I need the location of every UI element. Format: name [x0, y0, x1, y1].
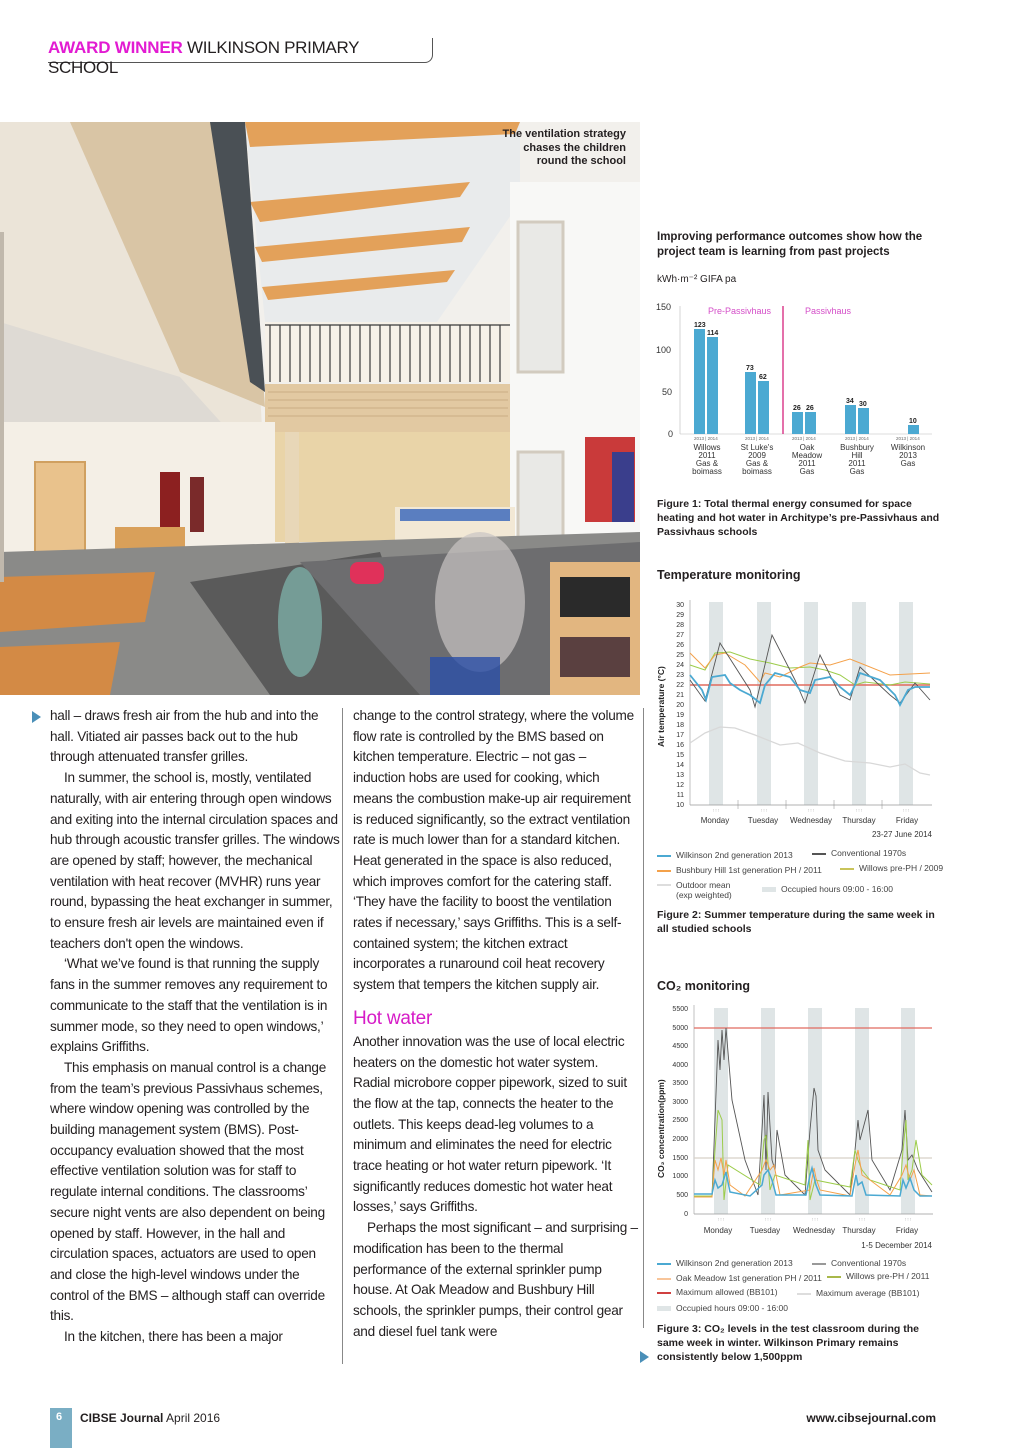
svg-text:22: 22 — [676, 682, 684, 689]
svg-text:13: 13 — [676, 772, 684, 779]
legend-item: Occupied hours 09:00 - 16:00 — [657, 1303, 788, 1313]
figure-2-heading: Temperature monitoring — [657, 568, 801, 582]
svg-text:26: 26 — [676, 642, 684, 649]
svg-text:24: 24 — [676, 662, 684, 669]
svg-text:↑↑↑: ↑↑↑ — [712, 808, 720, 814]
svg-text:Friday: Friday — [895, 816, 919, 825]
legend-item: Wilkinson 2nd generation 2013 — [657, 1258, 793, 1268]
svg-text:↑↑↑: ↑↑↑ — [904, 1217, 912, 1223]
svg-text:2013 | 2014: 2013 | 2014 — [694, 436, 718, 441]
svg-text:boimass: boimass — [742, 467, 772, 476]
svg-text:5500: 5500 — [672, 1006, 688, 1013]
svg-text:1000: 1000 — [672, 1173, 688, 1180]
svg-text:26: 26 — [806, 405, 814, 412]
website-link[interactable]: www.cibsejournal.com — [806, 1411, 936, 1425]
svg-text:↑↑↑: ↑↑↑ — [858, 1217, 866, 1223]
figure-1 — [657, 230, 947, 285]
svg-text:Thursday: Thursday — [842, 816, 876, 825]
svg-text:26: 26 — [793, 405, 801, 412]
paragraph: hall – draws fresh air from the hub and into the hall. Vitiated air passes back out to the hub through attenuated transfer grilles. — [50, 708, 319, 765]
svg-text:Tuesday: Tuesday — [747, 816, 779, 825]
svg-text:2011: 2011 — [798, 459, 816, 468]
svg-text:10: 10 — [676, 802, 684, 809]
legend-item: Oak Meadow 1st generation PH / 2011 — [657, 1273, 822, 1283]
svg-text:30: 30 — [859, 401, 867, 408]
article-column-1 — [50, 706, 340, 1348]
svg-text:4000: 4000 — [672, 1062, 688, 1069]
svg-text:4500: 4500 — [672, 1043, 688, 1050]
svg-text:Oak: Oak — [799, 443, 815, 452]
svg-text:16: 16 — [676, 742, 684, 749]
svg-text:150: 150 — [656, 302, 672, 312]
paragraph: ‘What we’ve found is that running the supply fans in the summer removes any requirement to communicate to the staff that the ventilation is in summer mode, so they need to open windows,’ explains Griffiths. — [50, 956, 328, 1055]
svg-text:73: 73 — [746, 365, 754, 372]
continued-from-arrow-icon — [32, 711, 41, 723]
legend-item: Maximum average (BB101) — [797, 1288, 919, 1298]
svg-text:2011: 2011 — [848, 459, 866, 468]
svg-text:CO₂ concentration(ppm): CO₂ concentration(ppm) — [656, 1079, 666, 1178]
svg-text:20: 20 — [676, 702, 684, 709]
svg-text:Monday: Monday — [700, 816, 730, 825]
svg-text:Meadow: Meadow — [791, 451, 823, 460]
svg-text:30: 30 — [676, 602, 684, 609]
figure-1-caption: Figure 1: Total thermal energy consumed for space heating and hot water in Architype’s pre-Passivhaus and Passivhaus schools — [657, 498, 940, 538]
svg-text:↑↑↑: ↑↑↑ — [807, 808, 815, 814]
svg-text:Friday: Friday — [895, 1226, 919, 1235]
svg-text:Gas: Gas — [799, 467, 815, 476]
svg-text:0: 0 — [668, 429, 674, 439]
header-title: WILKINSON PRIMARY SCHOOL — [48, 38, 359, 77]
column-divider — [643, 708, 644, 1328]
svg-text:1500: 1500 — [672, 1155, 688, 1162]
figure-1-heading: Improving performance outcomes show how the project team is learning from past projects — [657, 231, 923, 258]
svg-text:↑↑↑: ↑↑↑ — [717, 1217, 725, 1223]
svg-text:Passivhaus: Passivhaus — [805, 306, 852, 316]
issue-date: April 2016 — [166, 1411, 221, 1425]
paragraph: Perhaps the most significant – and surprising – modification has been to the thermal performance of the external sprinkler pump house. At Oak Meadow and Bushbury Hill schools, the sprinkler pumps, their control gear and diesel fuel tank were — [353, 1220, 638, 1339]
svg-text:Gas: Gas — [849, 467, 865, 476]
legend-item: Conventional 1970s — [812, 848, 906, 858]
svg-text:12: 12 — [676, 782, 684, 789]
svg-text:↑↑↑: ↑↑↑ — [855, 808, 863, 814]
paragraph: Another innovation was the use of local electric heaters on the domestic hot water system. Radial microbore copper pipework, sized to suit the flow at the tap, connects the heater to the outlets. This keeps dead-leg volumes to a minimum and eliminates the need for electric trace heating or hot water return pipework. ‘It significantly reduces domestic hot water heat losses,’ says Griffiths. — [353, 1033, 627, 1215]
svg-text:Bushbury: Bushbury — [840, 443, 874, 452]
article-column-2 — [353, 706, 638, 1342]
figure-2-legend — [657, 850, 947, 900]
svg-text:0: 0 — [684, 1211, 688, 1218]
svg-text:14: 14 — [676, 762, 684, 769]
svg-text:100: 100 — [656, 345, 672, 355]
svg-text:↑↑↑: ↑↑↑ — [760, 808, 768, 814]
legend-item: Wilkinson 2nd generation 2013 — [657, 850, 793, 860]
svg-text:29: 29 — [676, 612, 684, 619]
svg-text:2009: 2009 — [748, 451, 766, 460]
svg-text:500: 500 — [676, 1192, 688, 1199]
column-divider — [342, 708, 343, 1364]
svg-text:Willows: Willows — [693, 443, 721, 452]
svg-text:Wilkinson: Wilkinson — [890, 443, 926, 452]
figure-1-bar-chart — [650, 298, 940, 483]
publication-info — [80, 1411, 220, 1425]
header-kicker: AWARD WINNER — [48, 38, 183, 57]
svg-text:62: 62 — [759, 374, 767, 381]
svg-text:Thursday: Thursday — [842, 1226, 876, 1235]
legend-item: Bushbury Hill 1st generation PH / 2011 — [657, 865, 822, 875]
svg-text:10: 10 — [909, 418, 917, 425]
svg-text:2500: 2500 — [672, 1117, 688, 1124]
svg-text:21: 21 — [676, 692, 684, 699]
legend-item: Conventional 1970s — [812, 1258, 906, 1268]
hero-photo — [0, 122, 640, 695]
svg-text:11: 11 — [676, 792, 684, 799]
figure-2-line-chart — [650, 595, 940, 840]
figure-3-heading: CO₂ monitoring — [657, 979, 751, 993]
svg-text:Hill: Hill — [851, 451, 863, 460]
svg-text:2013 | 2014: 2013 | 2014 — [745, 436, 769, 441]
school-interior-illustration — [0, 122, 640, 695]
figure-1-unit: kWh·m⁻² GIFA pa — [657, 274, 737, 285]
svg-text:25: 25 — [676, 652, 684, 659]
figure-3-line-chart — [650, 1000, 940, 1250]
svg-text:3000: 3000 — [672, 1099, 688, 1106]
paragraph: In the kitchen, there has been a major — [64, 1329, 283, 1345]
publication-name: CIBSE Journal — [80, 1411, 164, 1425]
svg-text:123: 123 — [694, 322, 706, 329]
paragraph: change to the control strategy, where the volume flow rate is controlled by the BMS based on kitchen temperature. Electric – not gas – induction hobs are used for cooking, which means the combustion make-up air requirement is reduced significantly, so the extract ventilation rate is much lower than for a standard kitchen. Heat generated in the space is also reduced, which improves comfort for the catering staff. ‘They have the facility to boost the ventilation rates if necessary,’ says Griffiths. This is a self-contained system; the kitchen extract incorporates a runaround coil heat recovery system that tempers the kitchen supply air. — [353, 708, 634, 993]
svg-text:2000: 2000 — [672, 1136, 688, 1143]
svg-text:23: 23 — [676, 672, 684, 679]
svg-text:↑↑↑: ↑↑↑ — [902, 808, 910, 814]
svg-text:↑↑↑: ↑↑↑ — [764, 1217, 772, 1223]
svg-text:Wednesday: Wednesday — [789, 816, 833, 825]
svg-text:boimass: boimass — [692, 467, 722, 476]
continued-arrow-icon — [640, 1351, 649, 1363]
legend-item: Willows pre-PH / 2011 — [827, 1271, 929, 1281]
svg-text:Pre-Passivhaus: Pre-Passivhaus — [708, 306, 772, 316]
section-heading-hot-water: Hot water — [353, 1007, 433, 1029]
svg-text:34: 34 — [846, 398, 854, 405]
svg-text:2013 | 2014: 2013 | 2014 — [792, 436, 816, 441]
page-number: 6 — [56, 1411, 63, 1423]
svg-text:18: 18 — [676, 722, 684, 729]
legend-item: Occupied hours 09:00 - 16:00 — [762, 884, 893, 894]
paragraph: In summer, the school is, mostly, ventilated naturally, with air entering through open windows and exiting into the internal circulation spaces and hub through acoustic transfer grilles. The windows are opened by staff; however, the mechanical ventilation with heat recover (MVHR) runs year round, bypassing the heat exchanger in summer, to ensure fresh air levels are maintained even if teachers don't open the windows. — [50, 770, 340, 951]
svg-text:Gas: Gas — [900, 459, 916, 468]
svg-text:Gas &: Gas & — [695, 459, 719, 468]
svg-text:↑↑↑: ↑↑↑ — [811, 1217, 819, 1223]
page-header — [48, 38, 433, 77]
svg-text:Tuesday: Tuesday — [749, 1226, 781, 1235]
svg-text:23-27 June 2014: 23-27 June 2014 — [871, 830, 932, 839]
legend-item: Willows pre-PH / 2009 — [840, 863, 943, 873]
svg-text:5000: 5000 — [672, 1025, 688, 1032]
figure-2-caption: Figure 2: Summer temperature during the same week in all studied schools — [657, 909, 935, 935]
figure-3-legend — [657, 1258, 947, 1318]
svg-text:15: 15 — [676, 752, 684, 759]
svg-text:2011: 2011 — [698, 451, 716, 460]
svg-text:19: 19 — [676, 712, 684, 719]
legend-item: Outdoor mean (exp weighted) — [657, 880, 732, 900]
svg-text:Air temperature (°C): Air temperature (°C) — [656, 666, 666, 747]
svg-text:St Luke's: St Luke's — [740, 443, 774, 452]
svg-text:Gas &: Gas & — [745, 459, 769, 468]
svg-text:Monday: Monday — [703, 1226, 733, 1235]
paragraph: This emphasis on manual control is a change from the team’s previous Passivhaus schemes, where window opening was controlled by the building management system (BMS). Post-occupancy evaluation showed that the most effective ventilation solution was for staff to regulate internal conditions. The classrooms’ secure night vents are also dependent on being opened by staff. However, in the hall and circulation spaces, actuators are used to open and close the high-level windows under the control of the BMS – although staff can override this. — [50, 1059, 327, 1324]
svg-text:2013: 2013 — [899, 451, 917, 460]
svg-text:1-5 December 2014: 1-5 December 2014 — [861, 1241, 932, 1250]
svg-text:2013 | 2014: 2013 | 2014 — [896, 436, 920, 441]
svg-text:Wednesday: Wednesday — [792, 1226, 836, 1235]
svg-text:114: 114 — [707, 330, 719, 337]
svg-text:3500: 3500 — [672, 1080, 688, 1087]
svg-text:17: 17 — [676, 732, 684, 739]
photo-caption: The ventilation strategy chases the children round the school — [502, 128, 626, 167]
svg-text:2013 | 2014: 2013 | 2014 — [845, 436, 869, 441]
svg-text:27: 27 — [676, 632, 684, 639]
legend-item: Maximum allowed (BB101) — [657, 1287, 778, 1297]
figure-3-caption: Figure 3: CO₂ levels in the test classroom during the same week in winter. Wilkinson Primary remains consistently below 1,500ppm — [657, 1323, 919, 1363]
svg-text:28: 28 — [676, 622, 684, 629]
svg-text:50: 50 — [662, 387, 673, 397]
